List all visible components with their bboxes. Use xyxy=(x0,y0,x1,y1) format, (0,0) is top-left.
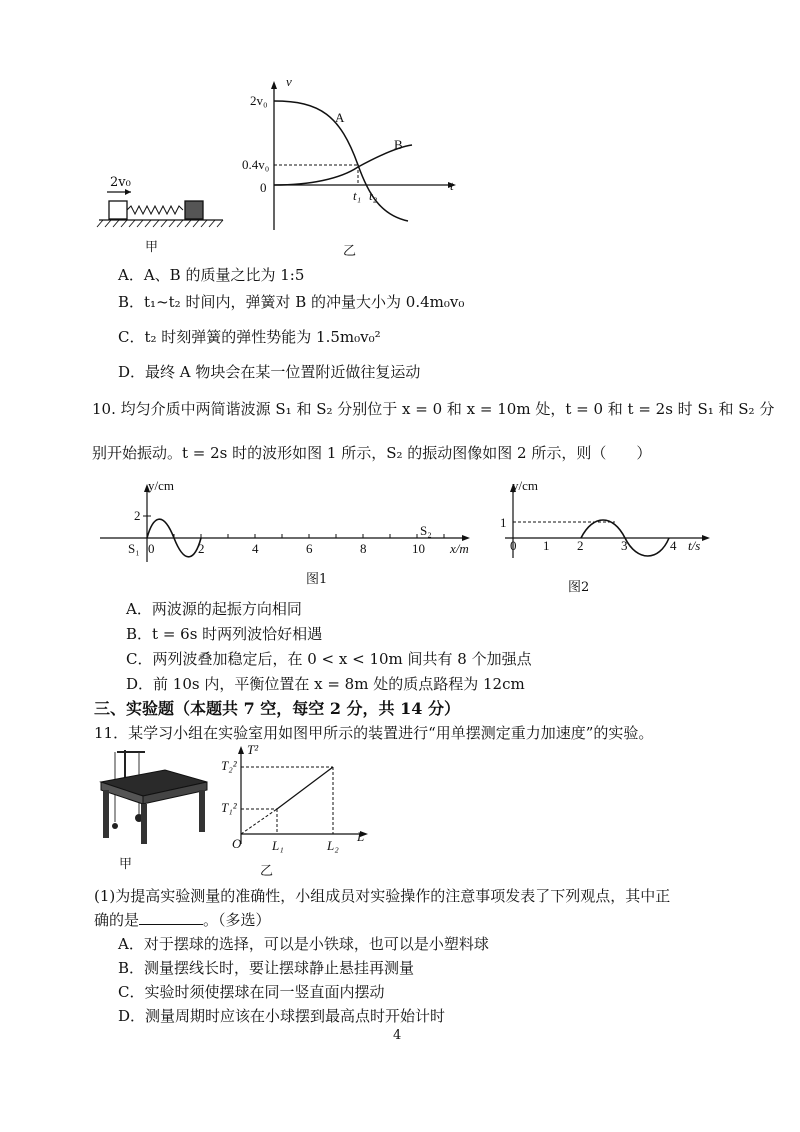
q11-fig-jia-label: 甲 xyxy=(119,857,133,872)
q11-option-c: C．实验时须使摆球在同一竖直面内摆动 xyxy=(118,983,385,1001)
q10-stem-line2: 别开始振动。t = 2s 时的波形如图 1 所示，S₂ 的振动图像如图 2 所示，则（ ） xyxy=(92,444,652,462)
fig1-tick-6: 6 xyxy=(306,541,313,556)
fig1-caption: 图1 xyxy=(306,572,328,587)
fig1-tick-8: 8 xyxy=(360,541,367,556)
q11-t2-l-graph xyxy=(225,742,375,852)
q9-option-c: C．t₂ 时刻弹簧的弹性势能为 1.5m₀v₀² xyxy=(118,328,381,346)
fig1-tick-10: 10 xyxy=(412,541,425,556)
q11-fig-yi-label: 乙 xyxy=(260,864,274,879)
fig2-tick-2: 2 xyxy=(577,538,584,553)
q10-stem-line1: 10. 均匀介质中两简谐波源 S₁ 和 S₂ 分别位于 x = 0 和 x = 10m 处，t = 0 和 t = 2s 时 S₁ 和 S₂ 分 xyxy=(92,400,775,418)
fig1-s2-label: S₂ xyxy=(420,523,432,538)
q11-option-a: A．对于摆球的选择，可以是小铁球，也可以是小塑料球 xyxy=(118,935,489,953)
q9-option-a: A．A、B 的质量之比为 1:5 xyxy=(118,266,305,284)
q11-origin-label: O xyxy=(232,836,242,851)
q11-figure-jia xyxy=(95,742,215,847)
fig1-tick-2: 2 xyxy=(198,541,205,556)
q11-sub1-suffix: 。（多选） xyxy=(203,911,271,929)
t2-label: t₂ xyxy=(369,188,378,203)
t1-label: t₁ xyxy=(353,188,362,203)
q11-x-axis-label: L xyxy=(357,829,365,844)
q11-t2-label: T₂² xyxy=(221,758,237,773)
fig1-amp-label: 2 xyxy=(134,508,141,523)
q11-y-axis-label: T² xyxy=(247,742,259,757)
velocity-label: 2v₀ xyxy=(110,175,131,190)
fig1-y-axis-label: y/cm xyxy=(148,478,174,493)
y-mid-label: 0.4v₀ xyxy=(242,157,270,172)
q10-option-c: C．两列波叠加稳定后，在 0 < x < 10m 间共有 8 个加强点 xyxy=(126,650,532,668)
q11-sub1-prefix: 确的是 xyxy=(94,911,140,929)
fig2-x-axis-label: t/s xyxy=(688,538,701,553)
q9-option-b: B．t₁~t₂ 时间内，弹簧对 B 的冲量大小为 0.4m₀v₀ xyxy=(118,293,465,311)
q9-vt-graph xyxy=(240,75,470,235)
q10-option-b: B．t = 6s 时两列波恰好相遇 xyxy=(126,625,323,643)
q11-l1-label: L₁ xyxy=(272,838,284,853)
q11-option-d: D．测量周期时应该在小球摆到最高点时开始计时 xyxy=(118,1007,446,1025)
fig1-s1-label: S₁ xyxy=(128,541,140,556)
section3-heading: 三、实验题（本题共 7 空，每空 2 分，共 14 分） xyxy=(94,699,460,718)
fig2-tick-4: 4 xyxy=(670,538,677,553)
fig2-caption: 图2 xyxy=(568,580,590,595)
q11-stem: 11．某学习小组在实验室用如图甲所示的装置进行“用单摆测定重力加速度”的实验。 xyxy=(94,724,654,742)
curve-b-label: B xyxy=(394,137,403,152)
q9-option-d: D．最终 A 物块会在某一位置附近做往复运动 xyxy=(118,363,421,381)
q10-option-a: A．两波源的起振方向相同 xyxy=(126,600,302,618)
fig1-zero-label: 0 xyxy=(148,541,155,556)
t-axis-label: t xyxy=(450,178,454,193)
q10-option-d: D．前 10s 内，平衡位置在 x = 8m 处的质点路程为 12cm xyxy=(126,675,525,693)
curve-a-label: A xyxy=(335,110,345,125)
fig1-tick-4: 4 xyxy=(252,541,259,556)
origin-label: 0 xyxy=(260,180,267,195)
fig2-tick-0: 0 xyxy=(510,538,517,553)
page-number: 4 xyxy=(393,1028,402,1043)
fig2-y-axis-label: y/cm xyxy=(512,478,538,493)
y-top-label: 2v₀ xyxy=(250,93,268,108)
q11-t1-label: T₁² xyxy=(221,800,237,815)
q11-option-b: B．测量摆线长时，要让摆球静止悬挂再测量 xyxy=(118,959,415,977)
q11-l2-label: L₂ xyxy=(327,838,339,853)
fig2-amp-label: 1 xyxy=(500,515,507,530)
v-axis-label: v xyxy=(286,74,292,89)
figure-yi-label: 乙 xyxy=(343,244,357,259)
fig1-x-axis-label: x/m xyxy=(450,541,469,556)
q11-sub1-line1: (1)为提高实验测量的准确性，小组成员对实验操作的注意事项发表了下列观点，其中正 xyxy=(94,887,671,905)
q11-sub1-line2 xyxy=(94,909,271,930)
q11-answer-blank[interactable] xyxy=(139,910,203,925)
fig2-tick-1: 1 xyxy=(543,538,550,553)
figure-jia-label: 甲 xyxy=(145,240,159,255)
fig2-tick-3: 3 xyxy=(621,538,628,553)
